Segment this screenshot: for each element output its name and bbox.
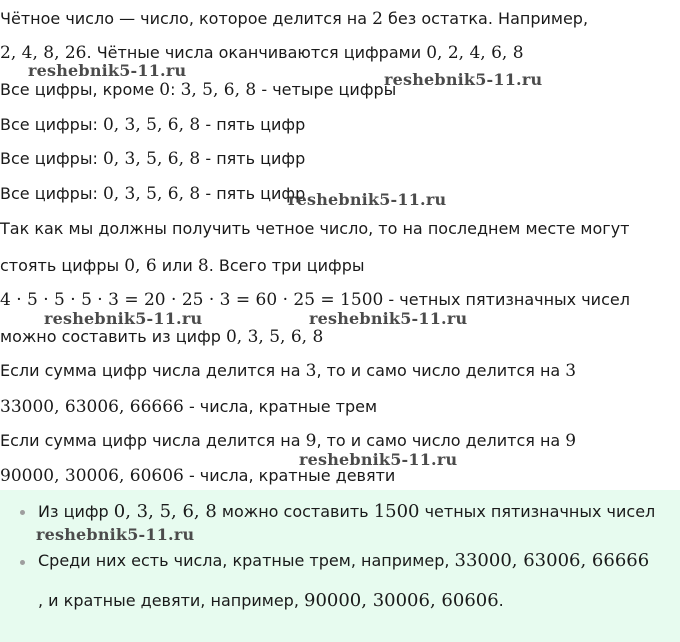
math-value: 0, 3, 5, 6, 8 [102,149,201,169]
math-value: 2, 4, 8, 26 [0,43,87,63]
line-text: Все цифры, кроме [0,80,160,99]
math-value: 0, 3, 5, 6, 8 [102,115,201,135]
line-text: Так как мы должны получить четное число, то на последнем месте могут [0,219,630,238]
text-line-10 [0,327,323,347]
math-value: 0, 3, 5, 6, 8 [102,184,201,204]
line-text: стоять цифры [0,256,125,275]
line-text: - пять цифр [200,115,306,134]
summary-box [0,490,680,642]
line-text: Если сумма цифр числа делится на [0,431,306,450]
math-value: 9 [565,431,577,451]
line-text: Если сумма цифр числа делится на [0,361,306,380]
text-line-12 [0,397,377,417]
math-value: 0, 3, 5, 6, 8 [113,501,217,522]
text-line-14 [0,466,395,486]
math-value: 33000, 63006, 66666 [0,397,184,417]
line-text: Все цифры: [0,149,103,168]
line-text: - четных пятизначных чисел [383,290,630,309]
text-line-4 [0,115,305,135]
math-value: 90000, 30006, 60606 [304,590,499,611]
line-text: , то и само число делится на [316,431,566,450]
math-value: 0, 2, 4, 6, 8 [426,43,524,63]
math-value: 0 [159,80,171,100]
line-text: или [156,256,198,275]
line-text: Все цифры: [0,115,103,134]
text-line-2 [0,43,524,63]
line-text: - пять цифр [200,184,306,203]
math-value: 8 [197,256,209,276]
watermark: reshebnik5-11.ru [36,525,195,544]
math-value: 0, 6 [124,256,157,276]
math-value: 3 [565,361,577,381]
line-text: - четыре цифры [256,80,397,99]
math-expression: 4 · 5 · 5 · 5 · 3 = 20 · 25 · 3 = 60 · 25 = 1500 [0,290,384,310]
line-text: Чётное число — число, которое делится на [0,9,373,28]
line-text: можно составить из цифр [0,327,226,346]
bullet-dot [20,510,25,515]
summary-item-2-continuation [38,591,504,611]
line-text: : [170,80,181,99]
text-line-11 [0,361,576,381]
line-text: без остатка. Например, [382,9,589,28]
line-text: Все цифры: [0,184,103,203]
line-text: . Чётные числа оканчиваются цифрами [86,43,427,62]
math-value: 1500 [373,501,420,522]
text-line-6 [0,184,305,204]
math-value: 9 [305,431,317,451]
line-text: - числа, кратные трем [183,397,378,416]
text-line-13 [0,431,576,451]
summary-text: четных пятизначных чисел [419,502,656,521]
text-line-3 [0,80,396,100]
summary-text: , и кратные девяти, например, [38,591,304,610]
summary-text: можно составить [216,502,374,521]
math-value: 33000, 63006, 66666 [454,550,650,571]
line-text: . Всего три цифры [208,256,365,275]
math-value: 3 [305,361,317,381]
math-value: 3, 5, 6, 8 [180,80,257,100]
math-value: 0, 3, 5, 6, 8 [225,327,324,347]
text-line-1 [0,9,588,29]
line-text: - числа, кратные девяти [183,466,396,485]
watermark: reshebnik5-11.ru [309,309,468,328]
text-line-7 [0,219,629,239]
text-line-8 [0,256,365,276]
watermark: reshebnik5-11.ru [299,450,458,469]
math-value: 90000, 30006, 60606 [0,466,184,486]
watermark: reshebnik5-11.ru [44,309,203,328]
line-text: , то и само число делится на [316,361,566,380]
summary-item-2 [38,551,649,571]
bullet-dot [20,560,25,565]
watermark: reshebnik5-11.ru [28,61,187,80]
watermark: reshebnik5-11.ru [384,70,543,89]
summary-text: . [498,591,504,610]
watermark: reshebnik5-11.ru [288,190,447,209]
summary-text: Среди них есть числа, кратные трем, например, [38,551,455,570]
math-value: 2 [372,9,383,29]
text-line-5 [0,149,305,169]
line-text: - пять цифр [200,149,306,168]
text-line-9 [0,290,630,310]
summary-item-1 [38,502,655,522]
summary-text: Из цифр [38,502,114,521]
